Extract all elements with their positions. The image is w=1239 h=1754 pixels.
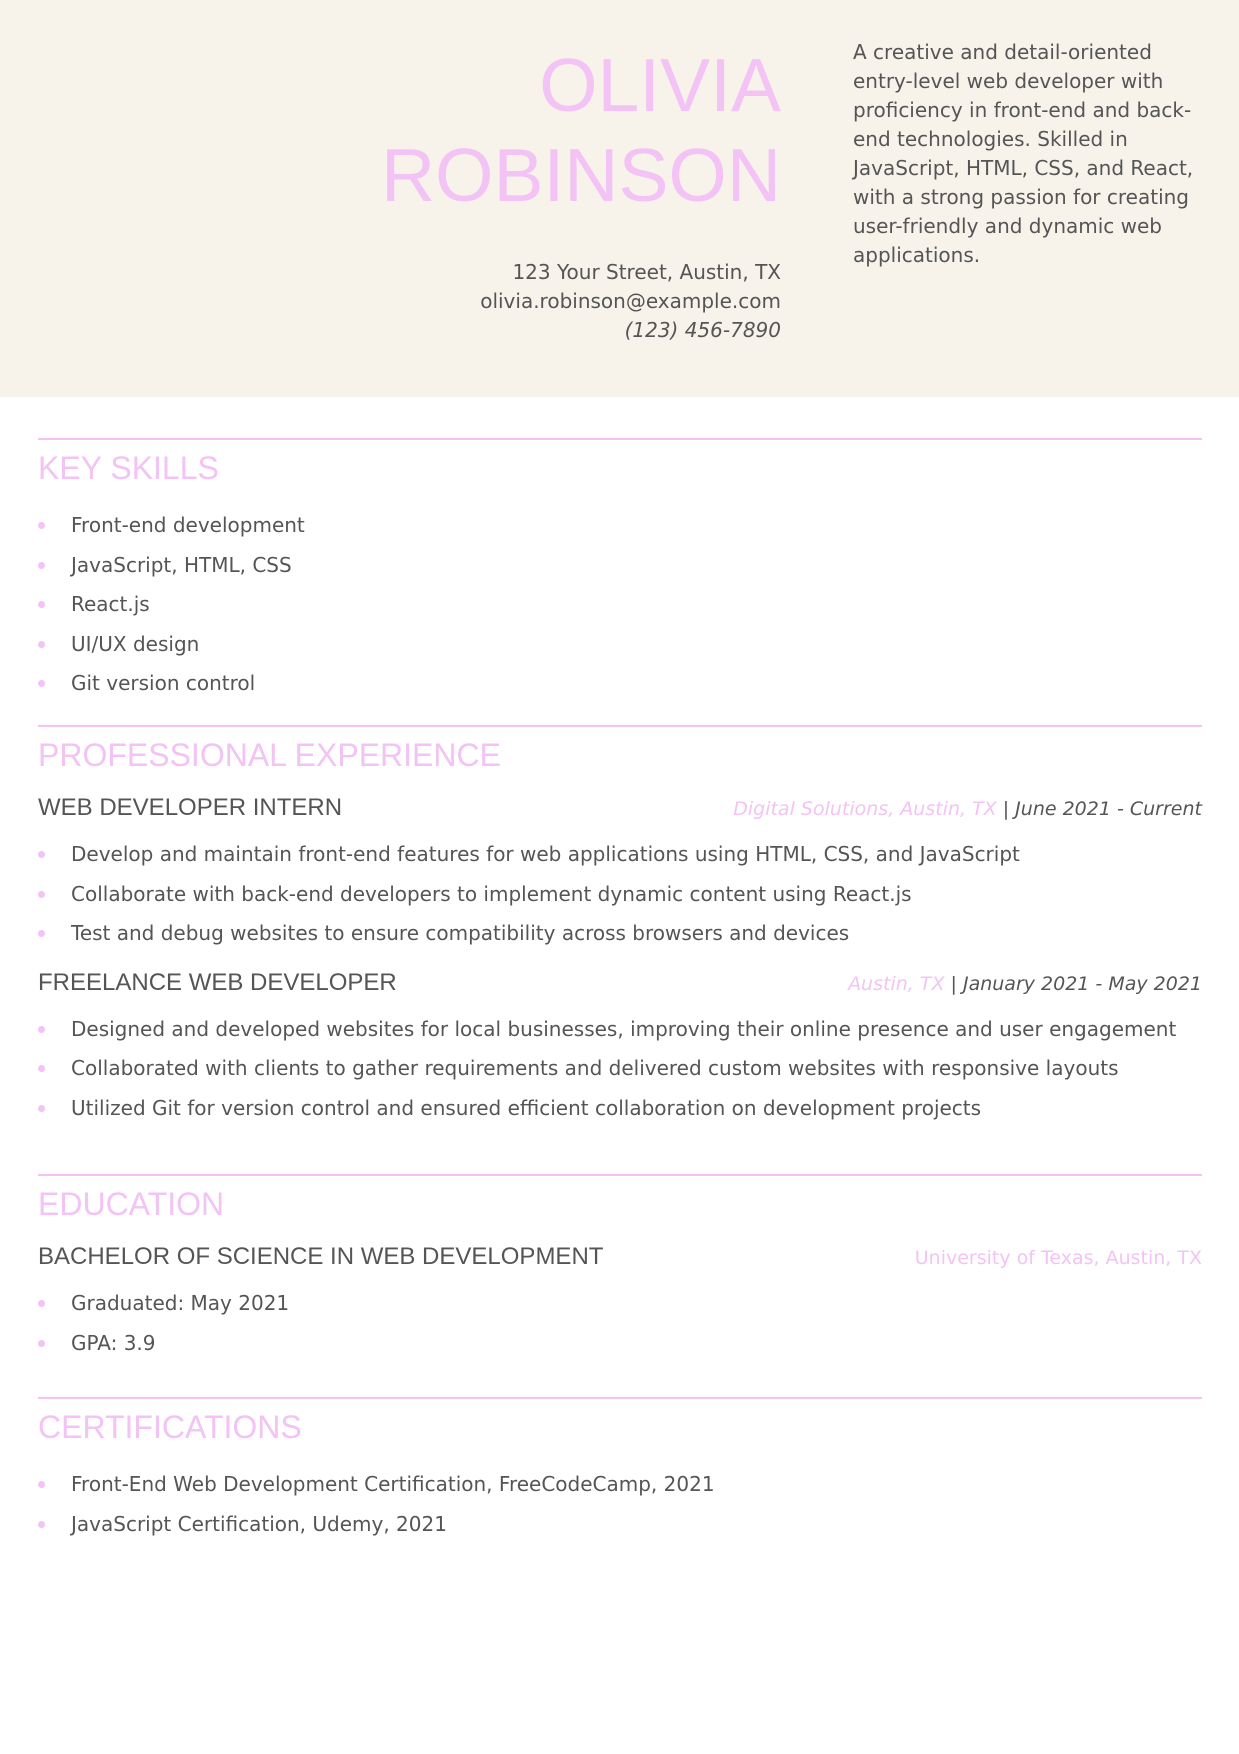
section-title: CERTIFICATIONS	[38, 1409, 302, 1445]
divider	[38, 438, 1202, 440]
section-key-skills	[38, 438, 1202, 704]
list-item: Git version control	[38, 664, 1202, 704]
list-item: Front-end development	[38, 506, 1202, 546]
candidate-name	[381, 40, 781, 220]
job-dates: January 2021 - May 2021	[962, 972, 1202, 995]
job-bullets	[38, 1010, 1202, 1129]
job-bullets	[38, 835, 1202, 954]
name-first: OLIVIA	[539, 43, 781, 127]
education-bullets	[38, 1284, 1202, 1363]
job-meta	[848, 973, 1202, 995]
divider	[38, 725, 1202, 727]
list-item: Graduated: May 2021	[38, 1284, 1202, 1324]
divider	[38, 1174, 1202, 1176]
job-title: FREELANCE WEB DEVELOPER	[38, 968, 397, 996]
list-item: GPA: 3.9	[38, 1324, 1202, 1364]
job-header	[38, 968, 1202, 998]
section-title: PROFESSIONAL EXPERIENCE	[38, 737, 501, 773]
list-item: React.js	[38, 585, 1202, 625]
list-item: Develop and maintain front-end features for web applications using HTML, CSS, and JavaScript	[38, 835, 1202, 875]
divider	[38, 1397, 1202, 1399]
separator: |	[944, 972, 963, 995]
job-header	[38, 793, 1202, 823]
list-item: Test and debug websites to ensure compatibility across browsers and devices	[38, 914, 1202, 954]
email: olivia.robinson@example.com	[480, 289, 781, 313]
section-experience	[38, 725, 1202, 1128]
phone: (123) 456-7890	[624, 318, 781, 342]
list-item: JavaScript, HTML, CSS	[38, 546, 1202, 586]
job-title: WEB DEVELOPER INTERN	[38, 794, 343, 821]
section-title: EDUCATION	[38, 1186, 225, 1222]
address: 123 Your Street, Austin, TX	[512, 260, 781, 284]
degree-title: BACHELOR OF SCIENCE IN WEB DEVELOPMENT	[38, 1243, 604, 1270]
school: University of Texas, Austin, TX	[914, 1247, 1202, 1269]
section-title: KEY SKILLS	[38, 450, 219, 486]
job-meta	[733, 798, 1202, 820]
separator: |	[996, 798, 1016, 820]
summary: A creative and detail-oriented entry-level web developer with proficiency in front-end and back-end technologies. Skilled in JavaScript, HTML, CSS, and React, with a strong passion for creating user-friendly and dynamic web applications.	[853, 40, 1194, 267]
job-place: Austin, TX	[848, 972, 945, 995]
list-item: Utilized Git for version control and ensured efficient collaboration on development projects	[38, 1089, 1202, 1129]
section-certifications	[38, 1397, 1202, 1544]
degree-header	[38, 1242, 1202, 1272]
section-education	[38, 1174, 1202, 1363]
job-dates: June 2021 - Current	[1015, 798, 1202, 820]
list-item: Collaborate with back-end developers to implement dynamic content using React.js	[38, 875, 1202, 915]
list-item: Collaborated with clients to gather requirements and delivered custom websites with responsive layouts	[38, 1049, 1202, 1089]
list-item: Designed and developed websites for local businesses, improving their online presence and user engagement	[38, 1010, 1202, 1050]
contact-info	[480, 258, 781, 345]
skills-list	[38, 506, 1202, 704]
list-item: UI/UX design	[38, 625, 1202, 665]
resume-header	[0, 0, 1239, 397]
certifications-list	[38, 1465, 1202, 1544]
name-last: ROBINSON	[380, 133, 781, 217]
job-place: Digital Solutions, Austin, TX	[733, 798, 997, 820]
list-item: Front-End Web Development Certification, FreeCodeCamp, 2021	[38, 1465, 1202, 1505]
list-item: JavaScript Certification, Udemy, 2021	[38, 1505, 1202, 1545]
